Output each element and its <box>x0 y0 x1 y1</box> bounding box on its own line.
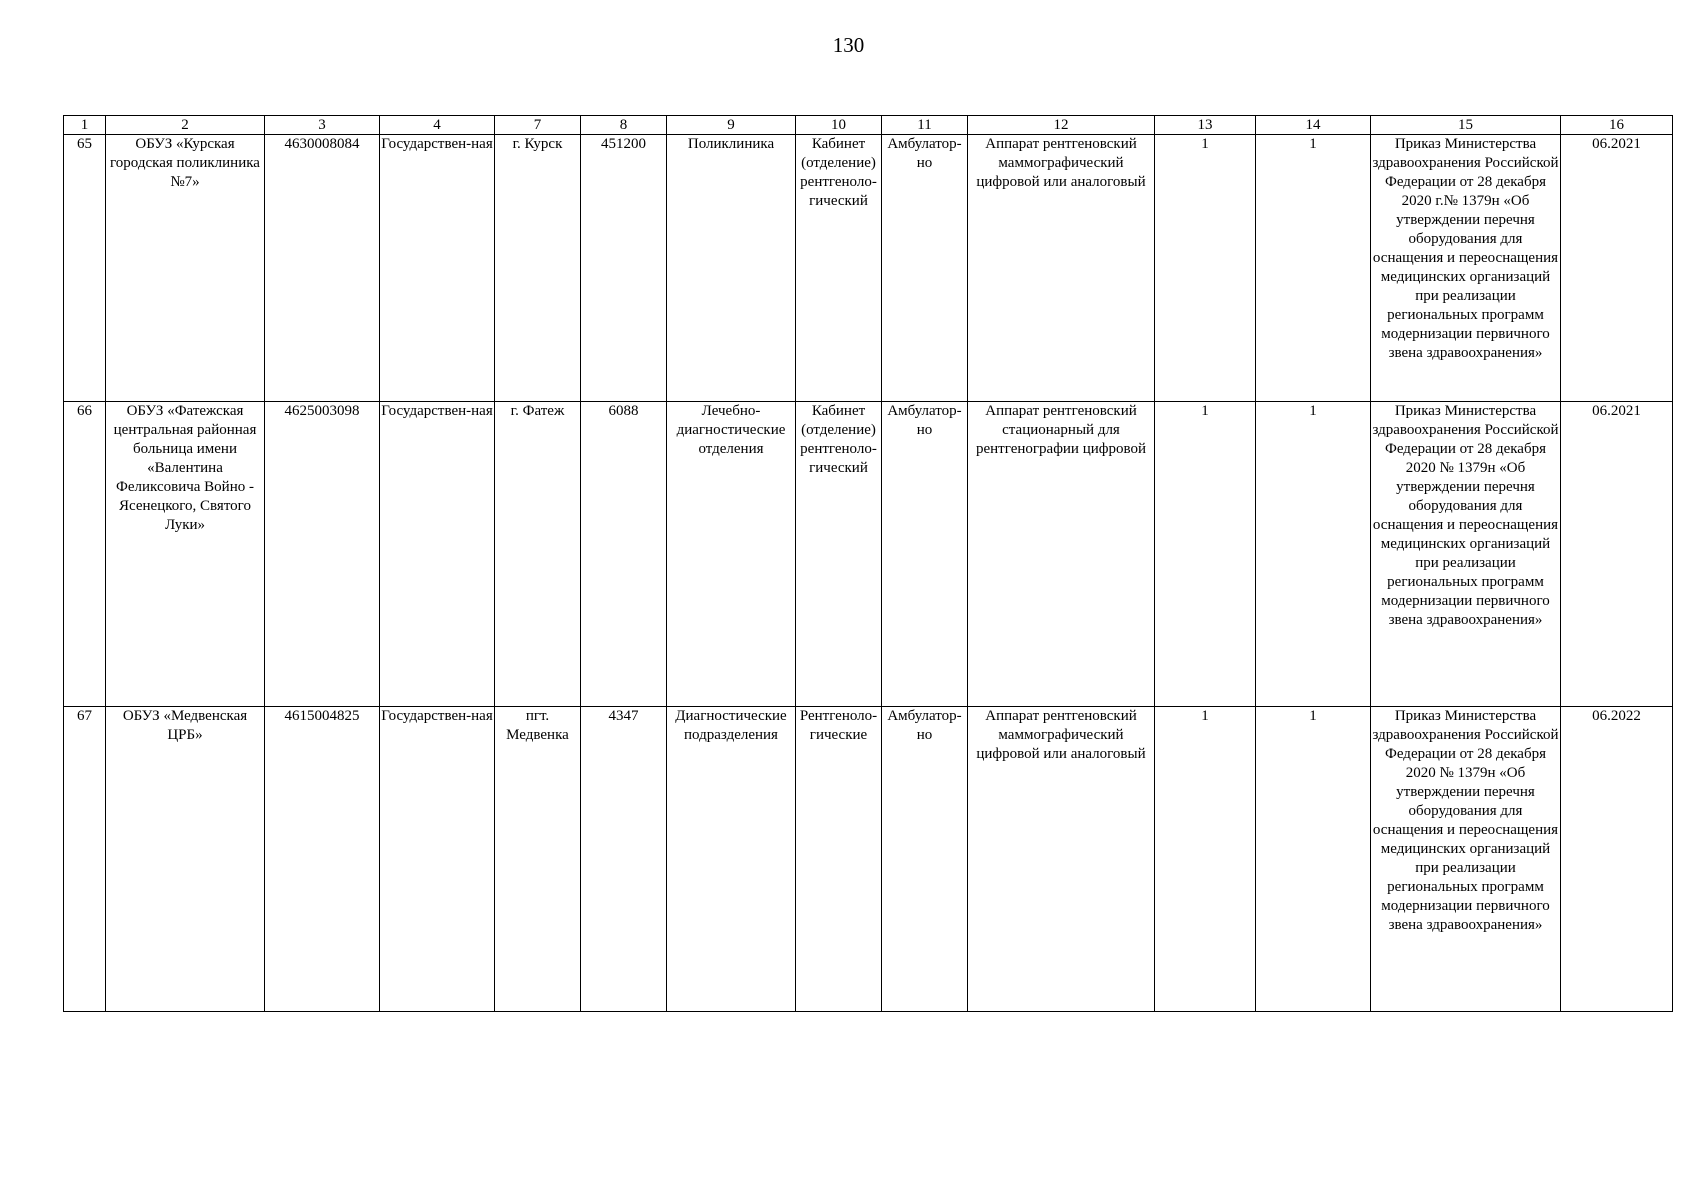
inn-cell: 4625003098 <box>265 402 380 707</box>
locality-cell: г. Фатеж <box>495 402 581 707</box>
column-header: 16 <box>1561 116 1673 135</box>
column-header: 11 <box>882 116 968 135</box>
ownership-cell: Государствен-ная <box>380 135 495 402</box>
column-header: 9 <box>667 116 796 135</box>
locality-cell: пгт. Медвенка <box>495 707 581 1012</box>
column-header: 12 <box>968 116 1155 135</box>
quantity-cell: 1 <box>1256 135 1371 402</box>
column-header: 2 <box>106 116 265 135</box>
header-row <box>64 116 1673 135</box>
table-row <box>64 402 1673 707</box>
subdivision-cell: Диагностические подразделения <box>667 707 796 1012</box>
column-header: 3 <box>265 116 380 135</box>
row-number-cell: 65 <box>64 135 106 402</box>
quantity-cell: 1 <box>1256 402 1371 707</box>
column-header: 8 <box>581 116 667 135</box>
column-header: 13 <box>1155 116 1256 135</box>
care-form-cell: Амбулатор-но <box>882 707 968 1012</box>
date-cell: 06.2022 <box>1561 707 1673 1012</box>
organization-cell: ОБУЗ «Курская городская поликлиника №7» <box>106 135 265 402</box>
population-cell: 6088 <box>581 402 667 707</box>
equipment-registry-table <box>63 115 1673 1012</box>
column-header: 14 <box>1256 116 1371 135</box>
equipment-cell: Аппарат рентгеновский стационарный для рентгенографии цифровой <box>968 402 1155 707</box>
subdivision-cell: Лечебно-диагностические отделения <box>667 402 796 707</box>
organization-cell: ОБУЗ «Фатежская центральная районная больница имени «Валентина Феликсовича Войно - Ясенецкого, Святого Луки» <box>106 402 265 707</box>
column-header: 10 <box>796 116 882 135</box>
care-form-cell: Амбулатор-но <box>882 402 968 707</box>
quantity-cell: 1 <box>1155 707 1256 1012</box>
care-form-cell: Амбулатор-но <box>882 135 968 402</box>
legal-basis-cell: Приказ Министерства здравоохранения Российской Федерации от 28 декабря 2020 г.№ 1379н «Об утверждении перечня оборудования для оснащения и переоснащения медицинских организаций при реализации региональных программ модернизации первичного звена здравоохранения» <box>1371 135 1561 402</box>
inn-cell: 4630008084 <box>265 135 380 402</box>
row-number-cell: 67 <box>64 707 106 1012</box>
column-header: 7 <box>495 116 581 135</box>
quantity-cell: 1 <box>1256 707 1371 1012</box>
quantity-cell: 1 <box>1155 402 1256 707</box>
locality-cell: г. Курск <box>495 135 581 402</box>
ownership-cell: Государствен-ная <box>380 402 495 707</box>
date-cell: 06.2021 <box>1561 402 1673 707</box>
unit-cell: Рентгеноло-гические <box>796 707 882 1012</box>
population-cell: 4347 <box>581 707 667 1012</box>
subdivision-cell: Поликлиника <box>667 135 796 402</box>
quantity-cell: 1 <box>1155 135 1256 402</box>
legal-basis-cell: Приказ Министерства здравоохранения Российской Федерации от 28 декабря 2020 № 1379н «Об утверждении перечня оборудования для оснащения и переоснащения медицинских организаций при реализации региональных программ модернизации первичного звена здравоохранения» <box>1371 707 1561 1012</box>
column-header: 4 <box>380 116 495 135</box>
organization-cell: ОБУЗ «Медвенская ЦРБ» <box>106 707 265 1012</box>
table-row <box>64 135 1673 402</box>
inn-cell: 4615004825 <box>265 707 380 1012</box>
column-header: 15 <box>1371 116 1561 135</box>
population-cell: 451200 <box>581 135 667 402</box>
column-header: 1 <box>64 116 106 135</box>
equipment-cell: Аппарат рентгеновский маммографический цифровой или аналоговый <box>968 707 1155 1012</box>
page-number: 130 <box>832 33 865 57</box>
table-row <box>64 707 1673 1012</box>
row-number-cell: 66 <box>64 402 106 707</box>
unit-cell: Кабинет (отделение) рентгеноло-гический <box>796 402 882 707</box>
equipment-cell: Аппарат рентгеновский маммографический цифровой или аналоговый <box>968 135 1155 402</box>
unit-cell: Кабинет (отделение) рентгеноло-гический <box>796 135 882 402</box>
legal-basis-cell: Приказ Министерства здравоохранения Российской Федерации от 28 декабря 2020 № 1379н «Об утверждении перечня оборудования для оснащения и переоснащения медицинских организаций при реализации региональных программ модернизации первичного звена здравоохранения» <box>1371 402 1561 707</box>
date-cell: 06.2021 <box>1561 135 1673 402</box>
ownership-cell: Государствен-ная <box>380 707 495 1012</box>
